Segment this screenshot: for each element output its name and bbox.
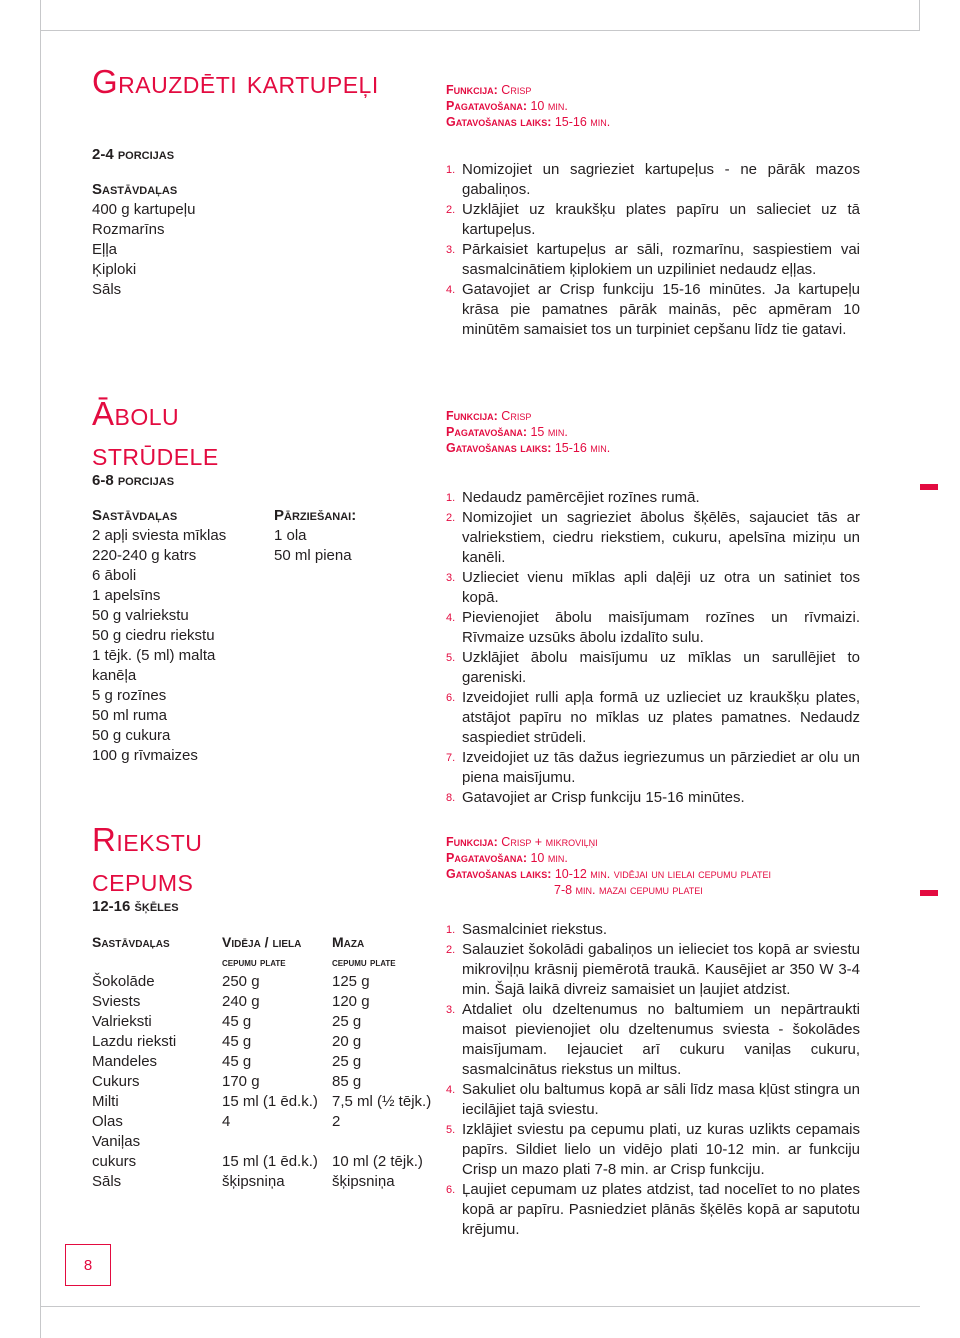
meta-label: Funkcija: — [446, 409, 498, 423]
meta-value: 15-16 min. — [554, 441, 611, 455]
recipe-meta — [446, 408, 610, 456]
column-header: Vidēja / liela — [222, 934, 302, 950]
ingredient: 1 tējk. (5 ml) malta — [92, 647, 216, 664]
step: 3. Atdaliet olu dzeltenumus no baltumiem un nepārtraukti maisot pievienojiet olu dzeltenumus sviesta - šokolādes maisījumam. Iejauciet arī cukuru vaniļas cukuru, sasmalcinātus riekstus un miltus. — [446, 1001, 860, 1078]
ingredient: 50 g ciedru riekstu — [92, 627, 215, 644]
ingredient: kanēļa — [92, 667, 137, 684]
step: 5. Uzklājiet ābolu maisījumu uz mīklas un sarullējiet to gareniski. — [446, 649, 860, 686]
page-number: 8 — [65, 1244, 111, 1286]
step: 2. Nomizojiet un sagrieziet ābolus šķēlēs, sajauciet tās ar valriekstiem, ciedru riekstiem, cukuru, apelsīna miziņu un kanēli. — [446, 509, 860, 566]
steps-list — [446, 488, 860, 808]
step: 4. Pievienojiet ābolu maisījumam rozīnes un rīvmaizi. Rīvmaize uzsūks ābolu izdalīto sulu. — [446, 609, 860, 646]
step: 3. Uzlieciet vienu mīklas apli daļēji uz otra un satiniet tos kopā. — [446, 569, 860, 606]
meta-value: Crisp + mikroviļņi — [501, 835, 598, 849]
steps-list — [446, 160, 860, 340]
recipe-title: Riekstu — [92, 821, 203, 858]
table-row: Vaniļas — [92, 1133, 141, 1150]
recipe-title-line2: cepums — [92, 861, 194, 898]
table-row: Šokolāde 250 g 125 g — [92, 973, 370, 990]
table-row: Sviests 240 g 120 g — [92, 993, 370, 1010]
ingredient: 50 ml piena — [274, 547, 352, 564]
ingredient: 400 g kartupeļu — [92, 201, 196, 218]
ingredient: Sāls — [92, 281, 122, 298]
meta-label: Funkcija: — [446, 83, 498, 97]
table-row: Lazdu rieksti 45 g 20 g — [92, 1033, 362, 1050]
table-row: Mandeles 45 g 25 g — [92, 1053, 362, 1070]
meta-label: Gatavošanas laiks: — [446, 115, 552, 129]
recipe-title-line2: strūdele — [92, 435, 219, 472]
meta-label: Pagatavošana: — [446, 425, 527, 439]
meta-value: 7-8 min. mazai cepumu platei — [554, 883, 703, 897]
meta-value: Crisp — [501, 409, 532, 423]
ingredient: 50 ml ruma — [92, 707, 168, 724]
step: 2. Uzklājiet uz kraukšķu plates papīru un salieciet uz tā kartupeļus. — [446, 201, 860, 238]
table-row: Cukurs 170 g 85 g — [92, 1073, 362, 1090]
table-row: Milti 15 ml (1 ēd.k.) 7,5 ml (½ tējk.) — [92, 1093, 432, 1110]
meta-label: Pagatavošana: — [446, 851, 527, 865]
column-header: cepumu plate — [222, 955, 286, 969]
section-marker — [920, 484, 938, 490]
ingredient: 50 g cukura — [92, 727, 171, 744]
left-margin-line — [40, 0, 41, 1338]
ingredient: 6 āboli — [92, 567, 137, 584]
ingredient: 1 ola — [274, 527, 307, 544]
ingredient: Eļļa — [92, 241, 118, 258]
ingredient: Rozmarīns — [92, 221, 165, 238]
meta-value: 15 min. — [530, 425, 568, 439]
meta-value: Crisp — [501, 83, 532, 97]
topping-label: Pārziešanai: — [274, 507, 357, 524]
ingredient: 100 g rīvmaizes — [92, 747, 198, 764]
meta-label: Gatavošanas laiks: — [446, 867, 552, 881]
step: 2. Salauziet šokolādi gabaliņos un ielieciet tos kopā ar sviestu mikroviļņu krāsnij piemērotā traukā. Kausējiet ar 350 W 3-4 min. Šajā laikā divreiz samaisiet un ļaujiet atdzist. — [446, 941, 860, 998]
recipe-title: Ābolu — [92, 395, 180, 432]
top-margin-line — [40, 30, 920, 31]
ingredients-label: Sastāvdaļas — [92, 507, 178, 524]
step: 3. Pārkaisiet kartupeļus ar sāli, rozmarīnu, saspiestiem vai sasmalcinātiem ķiplokiem un uzpiliniet nedaudz eļļas. — [446, 241, 860, 278]
meta-value: 10-12 min. vidējai un lielai cepumu platei — [554, 867, 771, 881]
ingredient: Ķiploki — [92, 261, 137, 278]
ingredient: 2 apļi sviesta mīklas — [92, 527, 227, 544]
meta-label: Funkcija: — [446, 835, 498, 849]
servings: 2-4 porcijas — [92, 146, 175, 163]
servings: 6-8 porcijas — [92, 472, 175, 489]
step: 6. Ļaujiet cepumam uz plates atdzist, tad nocelīet to no plates kopā ar papīru. Pasniedziet plānās šķēlēs kopā ar saputotu krējumu. — [446, 1181, 860, 1238]
ingredients-list — [92, 180, 195, 300]
step: 5. Izklājiet sviestu pa cepumu plati, uz kuras uzlikts cepamais papīrs. Sildiet lielo un vidējo plati 10-12 min. ar funkciju Crisp un mazo plati 7-8 min. ar Crisp funkciju. — [446, 1121, 860, 1178]
meta-value: 15-16 min. — [554, 115, 611, 129]
table-row: Olas 4 2 — [92, 1113, 341, 1130]
step: 1. Nomizojiet un sagrieziet kartupeļus - ne pārāk mazos gabaliņos. — [446, 161, 860, 198]
bottom-margin-line — [40, 1306, 920, 1307]
column-header: cepumu plate — [332, 955, 396, 969]
step: 7. Izveidojiet uz tās dažus iegriezumus un pārziediet ar olu un piena maisījumu. — [446, 749, 860, 786]
meta-value: 10 min. — [530, 851, 568, 865]
ingredients-list — [92, 506, 226, 766]
topping-list — [274, 506, 356, 566]
table-row: cukurs 15 ml (1 ēd.k.) 10 ml (2 tējk.) — [92, 1153, 423, 1170]
recipe-title: Grauzdēti kartupeļi — [92, 63, 379, 100]
step: 8. Gatavojiet ar Crisp funkciju 15-16 minūtes. — [446, 789, 745, 806]
table-row: Sāls šķipsniņa šķipsniņa — [92, 1173, 395, 1190]
meta-label: Gatavošanas laiks: — [446, 441, 552, 455]
step: 4. Sakuliet olu baltumus kopā ar sāli līdz masa kļūst stingra un iecilājiet tajā sviestu. — [446, 1081, 860, 1118]
ingredient: 5 g rozīnes — [92, 687, 167, 704]
step: 4. Gatavojiet ar Crisp funkciju 15-16 minūtes. Ja kartupeļu krāsa pie pamatnes pārāk mainās, pēc apmēram 10 minūtēm samaisiet tos un turpiniet cepšanu līdz tie gatavi. — [446, 281, 860, 338]
ingredient: 220-240 g katrs — [92, 547, 197, 564]
ingredients-label: Sastāvdaļas — [92, 181, 178, 198]
right-margin-line — [919, 0, 920, 30]
meta-label: Pagatavošana: — [446, 99, 527, 113]
table-row: Valrieksti 45 g 25 g — [92, 1013, 362, 1030]
section-marker — [920, 890, 938, 896]
step: 1. Nedaudz pamērcējiet rozīnes rumā. — [446, 489, 700, 506]
table-header-row — [92, 932, 432, 952]
servings: 12-16 šķēles — [92, 898, 179, 915]
column-header: Sastāvdaļas — [92, 934, 170, 950]
ingredients-table — [92, 932, 432, 1192]
meta-value: 10 min. — [530, 99, 568, 113]
table-header-row — [92, 952, 432, 972]
step: 1. Sasmalciniet riekstus. — [446, 921, 608, 938]
step: 6. Izveidojiet rulli apļa formā uz uzlieciet uz kraukšķu plates, atstājot papīru no mīklas uz plates pamatnes. Nedaudz saspiediet strūdeli. — [446, 689, 860, 746]
recipe-meta — [446, 82, 610, 130]
recipe-meta — [446, 834, 771, 898]
steps-list — [446, 920, 860, 1240]
ingredient: 50 g valriekstu — [92, 607, 189, 624]
column-header: Maza — [332, 934, 365, 950]
ingredient: 1 apelsīns — [92, 587, 161, 604]
